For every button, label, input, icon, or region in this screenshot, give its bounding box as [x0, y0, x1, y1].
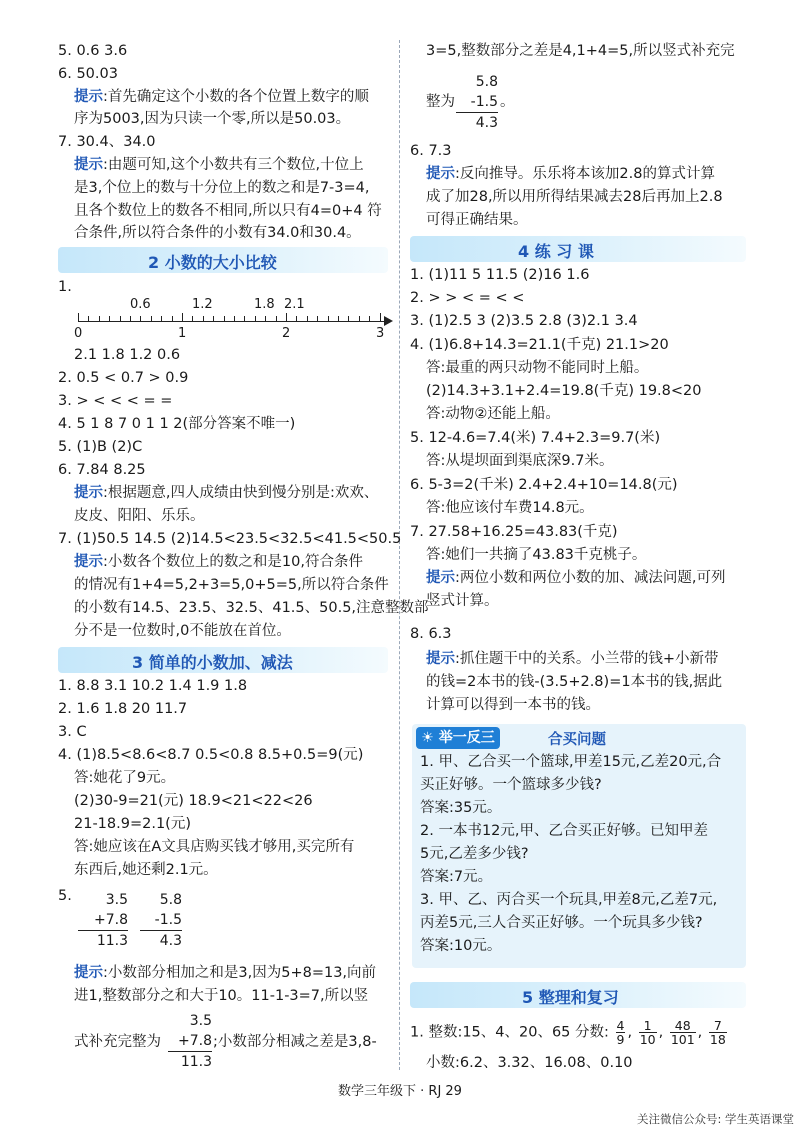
- answer-line: 东西后,她还剩2.1元。: [74, 862, 218, 878]
- badge-label: 举一反三: [438, 730, 495, 746]
- section-title-3: 3 简单的小数加、减法: [132, 653, 293, 672]
- answer-1: 1. 8.8 3.1 10.2 1.4 1.9 1.8: [58, 678, 248, 694]
- example-badge: [416, 727, 500, 749]
- hint-line: [426, 163, 715, 185]
- calc-result: 4.3: [456, 112, 498, 133]
- answer-7: 7. 27.58+16.25=43.83(千克): [410, 524, 618, 540]
- example-line: 丙差5元,三人合买正好够。一个玩具多少钱?: [420, 915, 703, 931]
- hint-text: :首先确定这个小数的各个位置上数字的顺: [103, 89, 369, 105]
- calc-result: 11.3: [168, 1051, 212, 1072]
- calc-result: 4.3: [140, 930, 182, 951]
- nl-bottom-label: 1: [178, 326, 187, 341]
- answer-line: 答:她应该在A文具店购买钱才够用,买完所有: [74, 839, 355, 855]
- nl-top-label: 1.8: [254, 297, 275, 312]
- calc-operand: 5.8: [475, 74, 498, 90]
- hint-line: [426, 648, 719, 670]
- hint-line-start: 整为: [426, 94, 455, 110]
- answer-line: 21-18.9=2.1(元): [74, 816, 191, 832]
- hint-text: :由题可知,这个小数共有三个数位,十位上: [103, 157, 364, 173]
- answer-7: 7. (1)50.5 14.5 (2)14.5<23.5<32.5<41.5<50.5: [58, 531, 402, 547]
- vertical-calc: [78, 890, 128, 951]
- answer-1: 1.: [58, 279, 72, 295]
- hint-line: 3=5,整数部分之差是4,1+4=5,所以竖式补充完: [426, 43, 735, 59]
- lightbulb-icon: ☀: [421, 730, 434, 746]
- hint-line-start: 式补充完整为: [74, 1034, 161, 1050]
- answer-line: (2)30-9=21(元) 18.9<21<22<26: [74, 793, 313, 809]
- section-title-5: 5 整理和复习: [522, 988, 619, 1007]
- hint-label: 提示: [74, 89, 103, 105]
- section-title-2: 2 小数的大小比较: [148, 253, 277, 272]
- answer-5: 5.: [58, 888, 72, 904]
- example-answer: 答案:10元。: [420, 938, 502, 954]
- answer-2: 2. 0.5 < 0.7 > 0.9: [58, 370, 189, 386]
- hint-label: 提示: [74, 965, 103, 981]
- answer-line: 答:动物②还能上船。: [426, 406, 560, 422]
- answer-line: 答:从堤坝面到渠底深9.7米。: [426, 453, 614, 469]
- hint-line: [74, 962, 376, 984]
- hint-line: 进1,整数部分之和大于10。11-1-3=7,所以竖: [74, 988, 369, 1004]
- answer-4: 4. (1)6.8+14.3=21.1(千克) 21.1>20: [410, 337, 669, 353]
- vertical-calc: [168, 1011, 212, 1072]
- example-answer: 答案:7元。: [420, 869, 493, 885]
- answer-3: 3. C: [58, 724, 87, 740]
- answer-4: 4. (1)8.5<8.6<8.7 0.5<0.8 8.5+0.5=9(元): [58, 747, 364, 763]
- answer-5: 5. (1)B (2)C: [58, 439, 143, 455]
- answer-4: 4. 5 1 8 7 0 1 1 2(部分答案不唯一): [58, 416, 296, 432]
- fraction: $\frac{4}{9}$: [616, 1018, 625, 1047]
- answer-6: 6. 5-3=2(千米) 2.4+2.4+10=14.8(元): [410, 477, 678, 493]
- example-title: 合买问题: [548, 732, 606, 748]
- hint-line: 的小数有14.5、23.5、32.5、41.5、50.5,注意整数部: [74, 600, 429, 616]
- answer-7: 7. 30.4、34.0: [58, 134, 156, 150]
- hint-label: 提示: [74, 554, 103, 570]
- hint-line: 可得正确结果。: [426, 212, 528, 228]
- vertical-calc: [140, 890, 182, 951]
- example-line: 2. 一本书12元,甲、乙合买正好够。已知甲差: [420, 823, 709, 839]
- hint-line: 序为5003,因为只读一个零,所以是50.03。: [74, 111, 351, 127]
- answer-3: 3. > < < < = =: [58, 393, 173, 409]
- nl-top-label: 0.6: [130, 297, 151, 312]
- calc-operand: -1.5: [154, 912, 182, 928]
- answer-2: 2. > > < = < <: [410, 290, 525, 306]
- hint-text: :根据题意,四人成绩由快到慢分别是:欢欢、: [103, 485, 379, 501]
- hint-text: :抓住题干中的关系。小兰带的钱+小新带: [455, 651, 719, 667]
- example-line: 买正好够。一个篮球多少钱?: [420, 777, 602, 793]
- answer-line: 小数:6.2、3.32、16.08、0.10: [426, 1055, 633, 1071]
- section-title-4: 4 练 习 课: [518, 242, 594, 261]
- calc-operand: 3.5: [105, 892, 128, 908]
- hint-line: 竖式计算。: [426, 593, 499, 609]
- hint-line-end: ;小数部分相减之差是3,8-: [213, 1034, 377, 1050]
- hint-label: 提示: [426, 166, 455, 182]
- answer-line: 答:他应该付车费14.8元。: [426, 500, 594, 516]
- answer-1: 1. (1)11 5 11.5 (2)16 1.6: [410, 267, 590, 283]
- hint-line: [74, 551, 363, 573]
- calc-operand: -1.5: [470, 94, 498, 110]
- calc-result: 11.3: [78, 930, 128, 951]
- answer-3: 3. (1)2.5 3 (2)3.5 2.8 (3)2.1 3.4: [410, 313, 638, 329]
- answer-6: 6. 7.84 8.25: [58, 462, 146, 478]
- nl-top-label: 1.2: [192, 297, 213, 312]
- answer-line: 2.1 1.8 1.2 0.6: [74, 347, 181, 363]
- hint-line: [74, 482, 378, 504]
- example-line: 3. 甲、乙、丙合买一个玩具,甲差8元,乙差7元,: [420, 892, 718, 908]
- hint-text: :小数部分相加之和是3,因为5+8=13,向前: [103, 965, 377, 981]
- fraction: $\frac{1}{10}$: [639, 1018, 656, 1047]
- calc-operand: +7.8: [178, 1033, 212, 1049]
- calc-operand: 5.8: [159, 892, 182, 908]
- column-divider: [399, 40, 400, 1070]
- answer-line: 答:她们一共摘了43.83千克桃子。: [426, 547, 647, 563]
- calc-operand: 3.5: [189, 1013, 212, 1029]
- fraction: $\frac{7}{18}$: [709, 1018, 726, 1047]
- watermark-text: 关注微信公众号: 学生英语课堂: [636, 1112, 794, 1126]
- answer-line: (2)14.3+3.1+2.4=19.8(千克) 19.8<20: [426, 383, 702, 399]
- hint-line: 成了加28,所以用所得结果减去28后再加上2.8: [426, 189, 723, 205]
- hint-line: [74, 86, 369, 108]
- hint-line: 的钱=2本书的钱-(3.5+2.8)=1本书的钱,据此: [426, 674, 723, 690]
- hint-label: 提示: [426, 570, 455, 586]
- hint-line: [426, 567, 726, 589]
- hint-line: 皮皮、阳阳、乐乐。: [74, 508, 205, 524]
- nl-bottom-label: 0: [74, 326, 83, 341]
- answer-2: 2. 1.6 1.8 20 11.7: [58, 701, 188, 717]
- example-answer: 答案:35元。: [420, 800, 502, 816]
- calc-operand: +7.8: [94, 912, 128, 928]
- hint-line: 的情况有1+4=5,2+3=5,0+5=5,所以符合条件: [74, 577, 389, 593]
- answer-6: 6. 50.03: [58, 66, 118, 82]
- hint-line: 且各个数位上的数各不相同,所以只有4=0+4 符: [74, 203, 382, 219]
- nl-bottom-label: 2: [282, 326, 291, 341]
- fraction: $\frac{48}{101}$: [670, 1018, 695, 1047]
- nl-bottom-label: 3: [376, 326, 385, 341]
- hint-label: 提示: [74, 485, 103, 501]
- hint-line: 合条件,所以符合条件的小数有34.0和30.4。: [74, 225, 361, 241]
- example-line: 1. 甲、乙合买一个篮球,甲差15元,乙差20元,合: [420, 754, 722, 770]
- hint-label: 提示: [426, 651, 455, 667]
- example-line: 5元,乙差多少钱?: [420, 846, 529, 862]
- answer-1: 1. 整数:15、4、20、65 分数: $\frac{4}{9}$ , $\frac{1}{10}$ , $\frac{48}{101}$ , $\frac{7}{18}$: [410, 1018, 726, 1047]
- answer-6: 6. 7.3: [410, 143, 452, 159]
- vertical-calc: [456, 72, 498, 133]
- answer-5: 5. 0.6 3.6: [58, 43, 128, 59]
- hint-text: :反向推导。乐乐将本该加2.8的算式计算: [455, 166, 715, 182]
- page-footer: 数学三年级下 · RJ 29: [338, 1084, 462, 1099]
- answer-line: 答:她花了9元。: [74, 770, 176, 786]
- hint-line: 分不是一位数时,0不能放在首位。: [74, 623, 291, 639]
- hint-line: 计算可以得到一本书的钱。: [426, 697, 600, 713]
- answer-5: 5. 12-4.6=7.4(米) 7.4+2.3=9.7(米): [410, 430, 661, 446]
- hint-line: 是3,个位上的数与十分位上的数之和是7-3=4,: [74, 180, 370, 196]
- integers-and-fractions-label: 1. 整数:15、4、20、65 分数:: [410, 1024, 609, 1041]
- hint-text: :小数各个数位上的数之和是10,符合条件: [103, 554, 363, 570]
- hint-label: 提示: [74, 157, 103, 173]
- hint-line: [74, 154, 364, 176]
- nl-top-label: 2.1: [284, 297, 305, 312]
- hint-line-end: 。: [500, 94, 515, 110]
- answer-8: 8. 6.3: [410, 626, 452, 642]
- answer-line: 答:最重的两只动物不能同时上船。: [426, 360, 649, 376]
- hint-text: :两位小数和两位小数的加、减法问题,可列: [455, 570, 726, 586]
